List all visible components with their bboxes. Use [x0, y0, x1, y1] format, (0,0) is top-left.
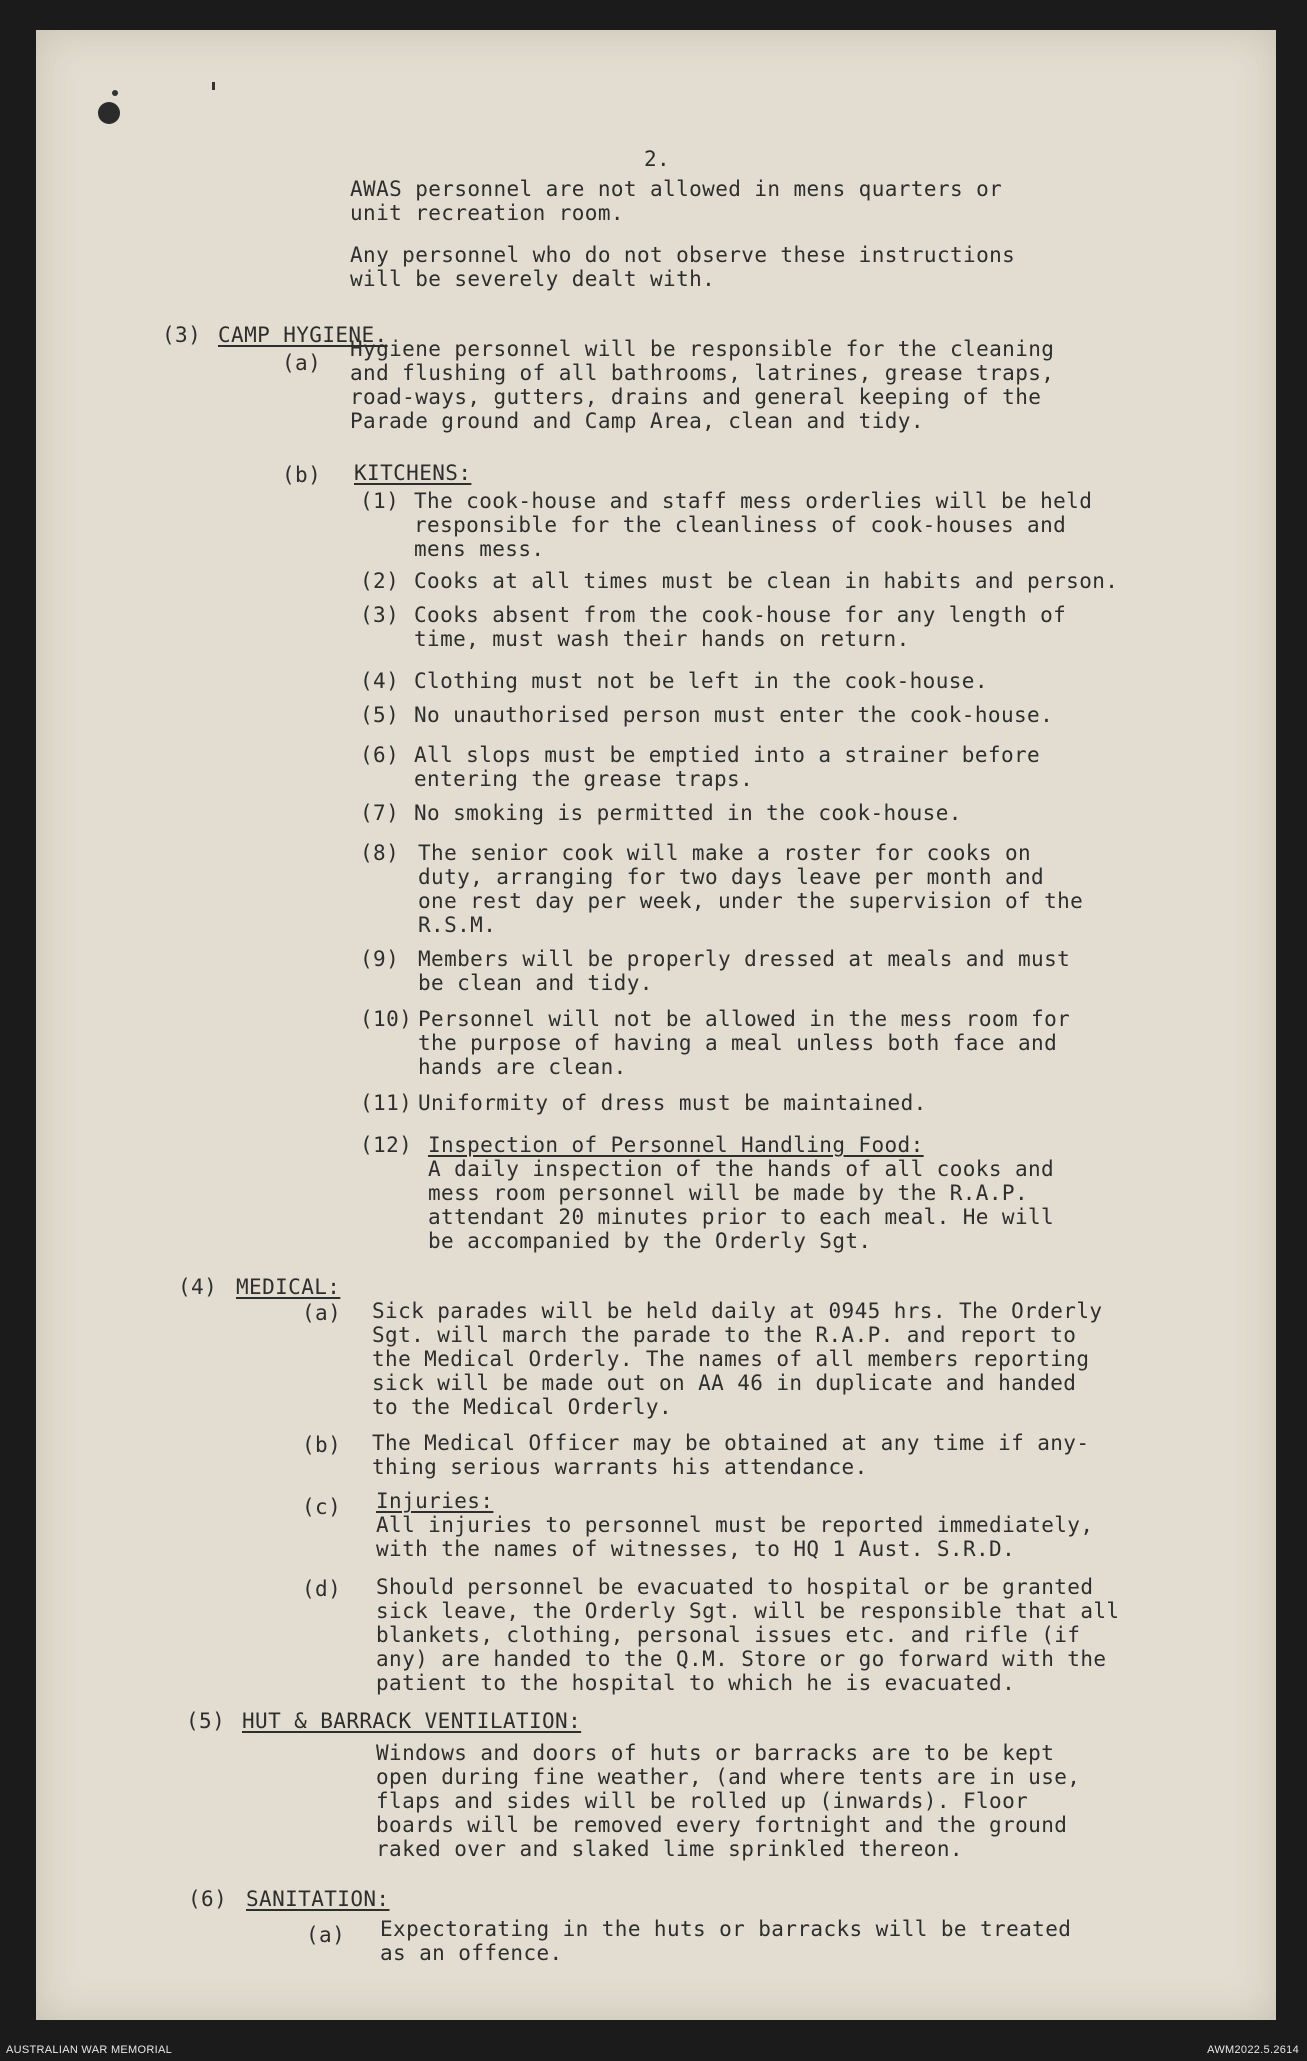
- footer-reference: AWM2022.5.2614: [1207, 2044, 1299, 2056]
- section-heading-camp-hygiene: CAMP HYGIENE.: [218, 323, 388, 347]
- paragraph-line: Should personnel be evacuated to hospital or be granted: [376, 1575, 1094, 1599]
- list-item-line: Members will be properly dressed at meals and must: [418, 947, 1071, 971]
- list-number: (3): [360, 603, 400, 627]
- paragraph-line: Sgt. will march the parade to the R.A.P. and report to: [372, 1323, 1077, 1347]
- list-item-line: entering the grease traps.: [414, 767, 754, 791]
- list-item-line: responsible for the cleanliness of cook-houses and: [414, 513, 1067, 537]
- list-item-line: Cooks absent from the cook-house for any length of: [414, 603, 1067, 627]
- list-item-line: Cooks at all times must be clean in habits and person.: [414, 569, 1119, 593]
- list-item-line: be accompanied by the Orderly Sgt.: [428, 1229, 872, 1253]
- list-item-line: Personnel will not be allowed in the mess room for: [418, 1007, 1071, 1031]
- paragraph-line: Expectorating in the huts or barracks will be treated: [380, 1917, 1072, 1941]
- list-item-line: one rest day per week, under the supervision of the: [418, 889, 1084, 913]
- pin-hole-mark: [112, 90, 118, 96]
- page-number: 2.: [644, 147, 671, 171]
- item-label: (a): [282, 351, 322, 375]
- list-number: (10): [360, 1007, 413, 1031]
- paragraph-line: the Medical Orderly. The names of all members reporting: [372, 1347, 1090, 1371]
- paragraph-line: Parade ground and Camp Area, clean and tidy.: [350, 409, 924, 433]
- list-item-line: the purpose of having a meal unless both face and: [418, 1031, 1058, 1055]
- subheading-kitchens: KITCHENS:: [354, 461, 472, 485]
- intro-line: Any personnel who do not observe these instructions: [350, 243, 1016, 267]
- list-item-line: No unauthorised person must enter the cook-house.: [414, 703, 1054, 727]
- list-item-line: Clothing must not be left in the cook-house.: [414, 669, 988, 693]
- list-number: (5): [360, 703, 400, 727]
- section-number: (4): [178, 1275, 218, 1299]
- paragraph-line: sick leave, the Orderly Sgt. will be responsible that all: [376, 1599, 1120, 1623]
- item-label: (d): [302, 1577, 342, 1601]
- pin-hole-mark: [212, 82, 215, 90]
- list-item-line: Uniformity of dress must be maintained.: [418, 1091, 927, 1115]
- list-number: (12): [360, 1133, 413, 1157]
- list-item-line: be clean and tidy.: [418, 971, 653, 995]
- section-heading-ventilation: HUT & BARRACK VENTILATION:: [242, 1709, 582, 1733]
- paragraph-line: to the Medical Orderly.: [372, 1395, 672, 1419]
- paragraph-line: Sick parades will be held daily at 0945 hrs. The Orderly: [372, 1299, 1103, 1323]
- section-number: (5): [186, 1709, 226, 1733]
- paragraph-line: sick will be made out on AA 46 in duplicate and handed: [372, 1371, 1077, 1395]
- list-number: (6): [360, 743, 400, 767]
- paragraph-line: and flushing of all bathrooms, latrines, grease traps,: [350, 361, 1055, 385]
- list-item-line: No smoking is permitted in the cook-house.: [414, 801, 962, 825]
- paragraph-line: The Medical Officer may be obtained at any time if any-: [372, 1431, 1090, 1455]
- list-item-line: R.S.M.: [418, 913, 497, 937]
- item-label: (a): [302, 1301, 342, 1325]
- list-number: (11): [360, 1091, 413, 1115]
- paragraph-line: as an offence.: [380, 1941, 563, 1965]
- paragraph-line: Windows and doors of huts or barracks are to be kept: [376, 1741, 1055, 1765]
- intro-line: unit recreation room.: [350, 201, 624, 225]
- paragraph-line: All injuries to personnel must be reported immediately,: [376, 1513, 1094, 1537]
- list-item-line: time, must wash their hands on return.: [414, 627, 910, 651]
- item-label: (b): [282, 463, 322, 487]
- paragraph-line: with the names of witnesses, to HQ 1 Aust. S.R.D.: [376, 1537, 1016, 1561]
- paragraph-line: blankets, clothing, personal issues etc. and rifle (if: [376, 1623, 1081, 1647]
- paragraph-line: any) are handed to the Q.M. Store or go forward with the: [376, 1647, 1107, 1671]
- item-label: (c): [302, 1495, 342, 1519]
- paragraph-line: road-ways, gutters, drains and general keeping of the: [350, 385, 1042, 409]
- list-number: (7): [360, 801, 400, 825]
- pin-hole-mark: [98, 102, 120, 124]
- paragraph-line: open during fine weather, (and where tents are in use,: [376, 1765, 1081, 1789]
- intro-line: will be severely dealt with.: [350, 267, 716, 291]
- paragraph-line: Hygiene personnel will be responsible for the cleaning: [350, 337, 1055, 361]
- paragraph-line: thing serious warrants his attendance.: [372, 1455, 868, 1479]
- list-number: (8): [360, 841, 400, 865]
- list-item-line: A daily inspection of the hands of all cooks and: [428, 1157, 1055, 1181]
- list-item-line: attendant 20 minutes prior to each meal. He will: [428, 1205, 1055, 1229]
- list-item-line: The cook-house and staff mess orderlies will be held: [414, 489, 1093, 513]
- section-heading-medical: MEDICAL:: [236, 1275, 341, 1299]
- list-number: (1): [360, 489, 400, 513]
- list-number: (4): [360, 669, 400, 693]
- paragraph-line: boards will be removed every fortnight and the ground: [376, 1813, 1068, 1837]
- paragraph-line: flaps and sides will be rolled up (inwards). Floor: [376, 1789, 1029, 1813]
- intro-line: AWAS personnel are not allowed in mens quarters or: [350, 177, 1003, 201]
- item-label: (a): [306, 1923, 346, 1947]
- section-heading-sanitation: SANITATION:: [246, 1887, 390, 1911]
- subheading-food-inspection: Inspection of Personnel Handling Food:: [428, 1133, 924, 1157]
- list-item-line: hands are clean.: [418, 1055, 627, 1079]
- list-number: (9): [360, 947, 400, 971]
- section-number: (3): [162, 323, 202, 347]
- section-number: (6): [188, 1887, 228, 1911]
- item-label: (b): [302, 1433, 342, 1457]
- list-item-line: mens mess.: [414, 537, 545, 561]
- list-item-line: All slops must be emptied into a strainer before: [414, 743, 1041, 767]
- paragraph-line: patient to the hospital to which he is evacuated.: [376, 1671, 1016, 1695]
- list-number: (2): [360, 569, 400, 593]
- list-item-line: mess room personnel will be made by the R.A.P.: [428, 1181, 1028, 1205]
- list-item-line: duty, arranging for two days leave per month and: [418, 865, 1045, 889]
- paragraph-line: raked over and slaked lime sprinkled thereon.: [376, 1837, 963, 1861]
- list-item-line: The senior cook will make a roster for cooks on: [418, 841, 1032, 865]
- subheading-injuries: Injuries:: [376, 1489, 494, 1513]
- footer-credit: AUSTRALIAN WAR MEMORIAL: [6, 2044, 173, 2056]
